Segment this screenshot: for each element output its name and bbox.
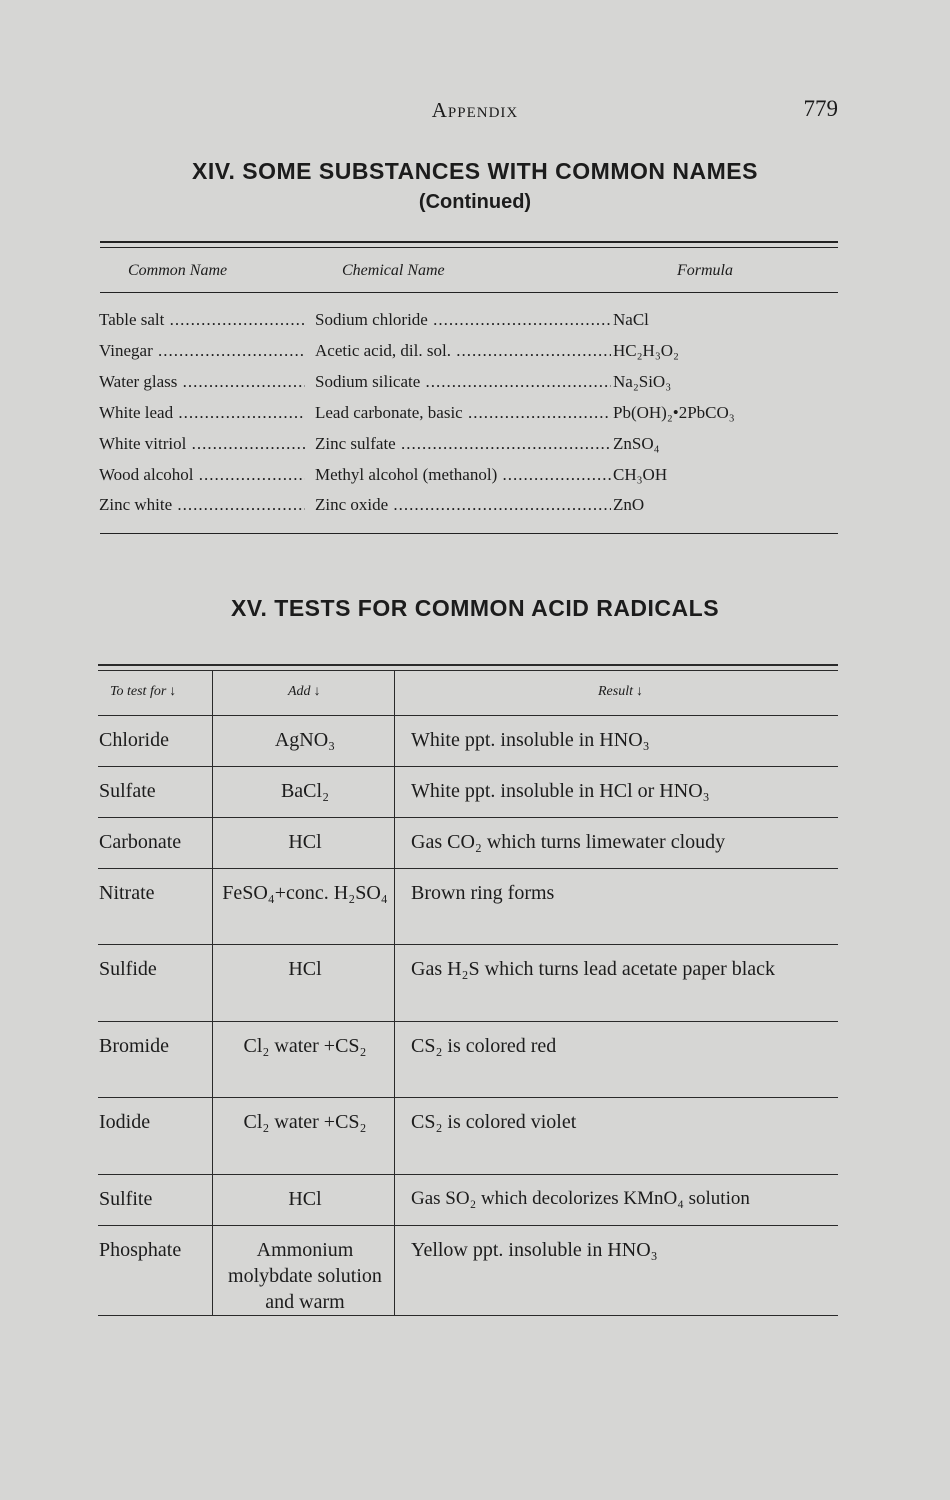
section-xiv-subtitle: (Continued) [418, 191, 532, 213]
page-number: 779 [803, 96, 838, 121]
table1-top-rule-2 [100, 247, 838, 248]
table2-top-rule-2 [98, 670, 838, 671]
table1-header-chemical: Chemical Name [342, 262, 445, 279]
table1-header-rule [100, 292, 838, 293]
common-name: White vitriol [99, 434, 187, 453]
formula: Pb(OH)₂•2PbCO₃ [613, 403, 735, 422]
section-xv-title: XV. TESTS FOR COMMON ACID RADICALS [230, 595, 720, 621]
section-xiv-title: XIV. SOME SUBSTANCES WITH COMMON NAMES [192, 158, 758, 184]
table1-header-common: Common Name [128, 262, 228, 279]
row-rule [98, 766, 838, 767]
row-rule [98, 1097, 838, 1098]
test-for-cell: Phosphate [99, 1239, 182, 1261]
row-rule [98, 1225, 838, 1226]
add-cell: FeSO₄+conc. H₂SO₄ [222, 882, 388, 904]
formula: CH₃OH [613, 465, 668, 484]
test-for-cell: Sulfide [99, 958, 157, 980]
running-header: Appendix [431, 98, 519, 122]
down-arrow-icon: ↓ [313, 684, 321, 699]
chemical-name: Lead carbonate, basic [315, 403, 463, 422]
test-for-cell: Sulfate [99, 780, 156, 802]
table1-header-formula: Formula [677, 262, 733, 279]
test-for-cell: Carbonate [99, 831, 182, 853]
table-row [99, 495, 839, 525]
result-cell: CS₂ is colored violet [411, 1111, 577, 1133]
table1-bottom-rule [100, 533, 838, 534]
table2-header-result: Result ↓ [598, 684, 643, 699]
table-row [99, 372, 839, 402]
test-for-cell: Nitrate [99, 882, 155, 904]
down-arrow-icon: ↓ [169, 684, 177, 699]
chemical-name: Sodium chloride [315, 310, 428, 329]
formula: ZnSO₄ [613, 434, 660, 453]
add-cell: Cl₂ water +CS₂ [243, 1111, 367, 1133]
down-arrow-icon: ↓ [636, 684, 643, 699]
add-cell: AgNO₃ [274, 729, 336, 751]
row-rule [98, 817, 838, 818]
table-row [99, 341, 839, 371]
table2-header-add: Add ↓ [288, 684, 321, 699]
row-rule [98, 1021, 838, 1022]
chemical-name: Zinc oxide [315, 495, 389, 514]
formula: HC₂H₃O₂ [613, 341, 679, 360]
row-rule [98, 868, 838, 869]
common-name: Zinc white [99, 495, 173, 514]
acid-radicals-table [98, 664, 838, 1316]
table1-top-rule [100, 241, 838, 243]
formula: ZnO [613, 495, 645, 514]
formula: NaCl [613, 310, 649, 329]
row-rule [98, 944, 838, 945]
chemical-name: Acetic acid, dil. sol. [315, 341, 451, 360]
table-row [99, 465, 839, 495]
add-cell: Cl₂ water +CS₂ [243, 1035, 367, 1057]
chemical-name: Methyl alcohol (methanol) [315, 465, 498, 484]
result-cell: Gas SO₂ which decolorizes KMnO₄ solution [411, 1188, 750, 1209]
result-cell: CS₂ is colored red [411, 1035, 557, 1057]
add-cell: HCl [288, 958, 322, 980]
result-cell: White ppt. insoluble in HCl or HNO₃ [411, 780, 710, 802]
common-name: Wood alcohol [99, 465, 194, 484]
common-name: Table salt [99, 310, 165, 329]
common-name: Vinegar [99, 341, 153, 360]
add-cell: HCl [288, 1188, 322, 1210]
test-for-cell: Sulfite [99, 1188, 153, 1210]
result-cell: White ppt. insoluble in HNO₃ [411, 729, 650, 751]
result-cell: Yellow ppt. insoluble in HNO₃ [411, 1239, 658, 1261]
table2-bottom-rule [98, 1315, 838, 1316]
common-name: White lead [99, 403, 174, 422]
result-cell: Brown ring forms [411, 882, 555, 904]
test-for-cell: Bromide [99, 1035, 169, 1057]
formula: Na₂SiO₃ [613, 372, 672, 391]
row-rule [98, 1174, 838, 1175]
test-for-cell: Iodide [99, 1111, 151, 1133]
chemical-name: Zinc sulfate [315, 434, 396, 453]
result-cell: Gas CO₂ which turns limewater cloudy [411, 831, 726, 853]
table2-header-rule [98, 715, 838, 716]
table-row [99, 403, 839, 433]
table2-header-test: To test for ↓ [110, 684, 177, 699]
add-cell: Ammonium molybdate solution and warm [228, 1239, 382, 1313]
chemical-name: Sodium silicate [315, 372, 421, 391]
table-row [99, 434, 839, 464]
table-row [99, 310, 839, 340]
test-for-cell: Chloride [99, 729, 169, 751]
table2-top-rule [98, 664, 838, 666]
add-cell: HCl [288, 831, 322, 853]
add-cell: BaCl₂ [280, 780, 330, 802]
common-name: Water glass [99, 372, 178, 391]
result-cell: Gas H₂S which turns lead acetate paper black [411, 958, 776, 980]
